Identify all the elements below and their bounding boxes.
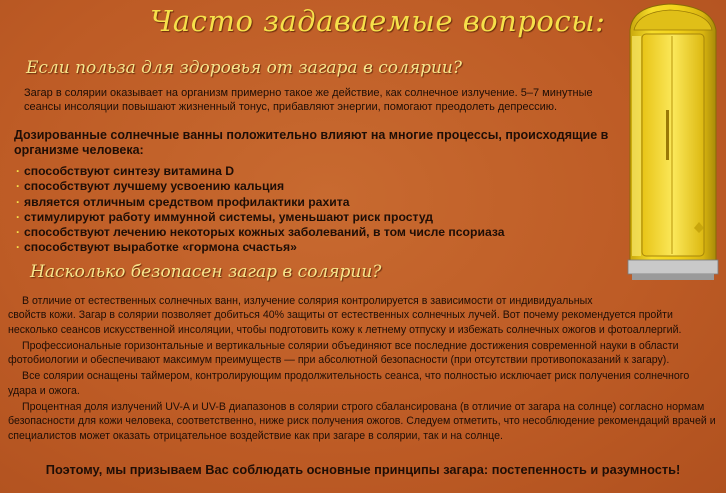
text-line: безопасности для кожи человека, соответственно, ниже риск получения ожогов. Следуем отметить, что несоблюдение рекомендаций врачей и [8,415,716,428]
footer-message: Поэтому, мы призываем Вас соблюдать основные принципы загара: постепенность и разумность! [45,462,681,477]
list-item-label: способствуют синтезу витамина D [24,164,235,178]
list-item [16,210,505,225]
text-line: В отличие от естественных солнечных ванн, излучение солярия контролируется в зависимости от индивидуальных [22,295,593,307]
vertical-solarium-booth-image [608,0,726,290]
list-item-label: способствуют лечению некоторых кожных заболеваний, в том числе псориаза [24,225,505,240]
list-item [16,164,505,179]
list-item-label: стимулируют работу иммунной системы, уменьшают риск простуд [24,209,434,224]
text-line: Профессиональные горизонтальные и вертикальные солярии объединяют все последние достижения современной науки в области [22,339,679,352]
health-intro-paragraph [24,86,604,115]
list-item [16,240,505,255]
bullet-icon: · [16,179,21,194]
bullet-icon: · [16,194,21,209]
bullet-icon: · [16,225,21,240]
text-line: Все солярии оснащены таймером, контролирующим продолжительность сеанса, что полностью исключает риск получения солнечного [22,370,690,383]
list-item [16,225,505,240]
text-line: Загар в солярии оказывает на организм примерно такое же действие, как солнечное излучение. 5–7 минутные [24,87,593,99]
list-item-label: способствуют выработке «гормона счастья» [24,240,297,255]
text-line: специалистов может оказать отрицательное воздействие как при загаре в солярии, так и на солнце. [8,429,503,442]
safety-paragraph [8,294,720,443]
text-line: Дозированные солнечные ванны положительно влияют на многие процессы, происходящие в [14,128,609,142]
text-line: организме человека: [14,143,144,157]
question-heading-safety: Насколько безопасен загар в солярии? [30,262,382,282]
text-line: фотобиологии и обеспечивают максимум преимуществ — при абсолютной безопасности (при отсутствии противопоказаний к загару). [8,354,670,367]
bullet-icon: · [16,240,21,255]
text-line: удара и ожога. [8,384,80,397]
benefits-list [16,164,505,256]
list-item [16,179,505,194]
question-heading-health: Если польза для здоровья от загара в солярии? [26,58,462,78]
text-line: сеансы инсоляции повышают жизненный тонус, прибавляют энергии, помогают преодолеть депрессию. [24,101,558,114]
text-line: Процентная доля излучений UV-A и UV-B диапазонов в солярии строго сбалансирована (в отличие от загара на солнце) согласно нормам [22,401,705,414]
list-item [16,195,505,210]
bullet-icon: · [16,209,21,224]
list-item-label: способствуют лучшему усвоению кальция [24,179,285,194]
text-line: несколько сеансов искусственной инсоляции, чтобы подготовить кожу к летнему отпуску и избежать солнечных ожогов и фотоаллергий. [8,323,682,336]
list-item-label: является отличным средством профилактики рахита [24,194,350,209]
page-title: Часто задаваемые вопросы: [150,4,606,38]
text-line: свойств кожи. Загар в солярии позволяет добиться 40% защиты от естественных солнечных лучей. Вот почему рекомендуется пройти [8,309,673,322]
health-bold-paragraph [14,128,614,158]
bullet-icon: · [16,164,21,178]
